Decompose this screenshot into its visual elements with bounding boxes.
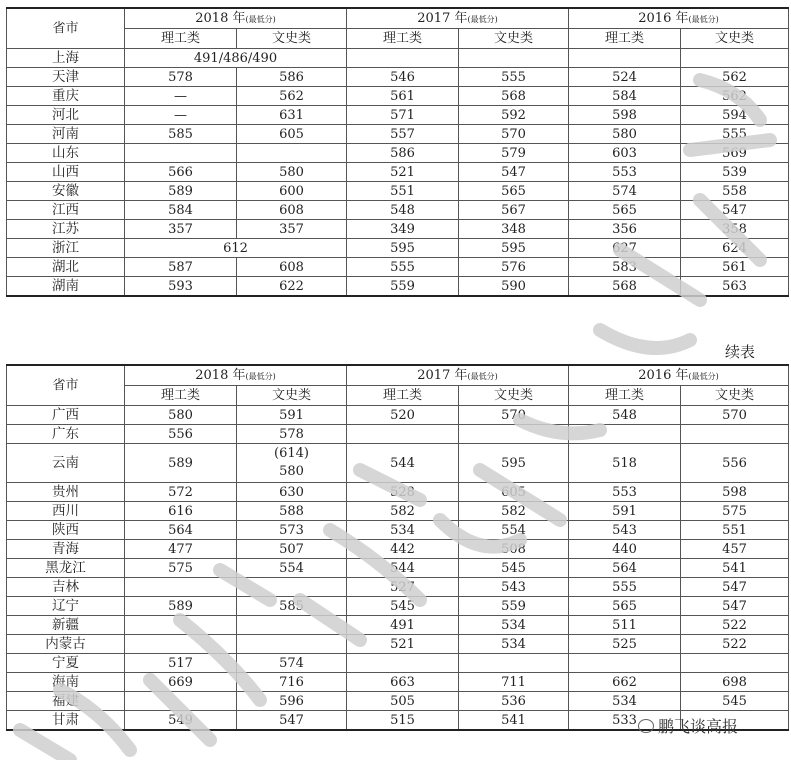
score-2017-arts: 568: [459, 87, 569, 106]
year-header: [347, 8, 569, 29]
score-2018-sci: 477: [125, 540, 237, 559]
year-header: [569, 8, 789, 29]
score-2017-arts: 570: [459, 406, 569, 425]
province-name: 西川: [7, 502, 125, 521]
score-2016-arts: 562: [681, 87, 789, 106]
score-2017-sci: 505: [347, 692, 459, 711]
score-2018-arts: 573: [237, 521, 347, 540]
table-row: [7, 106, 789, 125]
score-2016-sci: 584: [569, 87, 681, 106]
score-2018-arts: 600: [237, 182, 347, 201]
score-table-continued: [6, 364, 789, 731]
score-2016-sci: 591: [569, 502, 681, 521]
score-2017-sci: [347, 49, 459, 68]
table-row: [7, 220, 789, 239]
score-2016-sci: 534: [569, 692, 681, 711]
score-2017-sci: 582: [347, 502, 459, 521]
score-2017-sci: 544: [347, 444, 459, 483]
year-note: (最低分): [688, 14, 719, 24]
category-sci-header: 理工类: [347, 386, 459, 406]
score-2018-sci: 669: [125, 673, 237, 692]
province-name: 山东: [7, 144, 125, 163]
province-name: 湖南: [7, 277, 125, 297]
score-2016-sci: 543: [569, 521, 681, 540]
province-name: 安徽: [7, 182, 125, 201]
score-2018-arts: [237, 578, 347, 597]
score-2018-sci: 589: [125, 182, 237, 201]
table-row: [7, 277, 789, 297]
province-header: 省市: [7, 8, 125, 49]
category-sci-header: 理工类: [569, 386, 681, 406]
province-name: 甘肃: [7, 711, 125, 731]
province-name: 黑龙江: [7, 559, 125, 578]
score-2016-sci: 568: [569, 277, 681, 297]
score-2017-arts: [459, 49, 569, 68]
score-2018-sci: 589: [125, 444, 237, 483]
table-row: [7, 68, 789, 87]
table-row: [7, 692, 789, 711]
table-row: [7, 201, 789, 220]
table-row: [7, 144, 789, 163]
year-note: (最低分): [688, 371, 719, 381]
score-2018-arts: 631: [237, 106, 347, 125]
score-2016-arts: [681, 49, 789, 68]
score-2016-arts: [681, 654, 789, 673]
table-row: [7, 125, 789, 144]
header-row-categories: [7, 386, 789, 406]
year-header: [569, 365, 789, 386]
score-2018-arts: 608: [237, 201, 347, 220]
category-arts-header: 文史类: [681, 29, 789, 49]
table-row: [7, 521, 789, 540]
score-2017-sci: 557: [347, 125, 459, 144]
score-2018-arts: 605: [237, 125, 347, 144]
score-2017-sci: 528: [347, 483, 459, 502]
province-name: 贵州: [7, 483, 125, 502]
score-2018-arts: [237, 616, 347, 635]
table-row: [7, 578, 789, 597]
province-name: 海南: [7, 673, 125, 692]
score-2018-arts: 574: [237, 654, 347, 673]
score-2018-arts: [237, 144, 347, 163]
score-2018-sci: 584: [125, 201, 237, 220]
score-2017-arts: 554: [459, 521, 569, 540]
score-2017-arts: 543: [459, 578, 569, 597]
province-name: 新疆: [7, 616, 125, 635]
province-name: 上海: [7, 49, 125, 68]
score-2016-arts: [681, 425, 789, 444]
score-2018-sci: 566: [125, 163, 237, 182]
score-2017-arts: 570: [459, 125, 569, 144]
table-row: [7, 87, 789, 106]
score-2017-sci: 515: [347, 711, 459, 731]
score-2017-arts: 582: [459, 502, 569, 521]
score-2017-arts: 567: [459, 201, 569, 220]
score-2016-arts: 539: [681, 163, 789, 182]
score-2017-sci: 551: [347, 182, 459, 201]
score-2018-sci: 616: [125, 502, 237, 521]
score-2017-sci: 548: [347, 201, 459, 220]
year-note: (最低分): [467, 14, 498, 24]
score-2018-merged: 612: [125, 239, 347, 258]
score-2017-arts: 534: [459, 635, 569, 654]
score-2017-arts: 545: [459, 559, 569, 578]
score-2017-sci: 534: [347, 521, 459, 540]
category-sci-header: 理工类: [125, 29, 237, 49]
score-2016-arts: 547: [681, 201, 789, 220]
score-2018-sci: 556: [125, 425, 237, 444]
score-2017-arts: 536: [459, 692, 569, 711]
score-2016-sci: 553: [569, 483, 681, 502]
province-name: 广西: [7, 406, 125, 425]
score-2016-sci: 565: [569, 597, 681, 616]
score-2018-sci: [125, 635, 237, 654]
table-row: [7, 163, 789, 182]
score-2017-sci: 544: [347, 559, 459, 578]
score-2018-sci: 589: [125, 597, 237, 616]
score-2016-arts: 556: [681, 444, 789, 483]
province-name: 福建: [7, 692, 125, 711]
score-2018-sci: [125, 144, 237, 163]
score-2016-sci: 356: [569, 220, 681, 239]
province-name: 浙江: [7, 239, 125, 258]
province-name: 青海: [7, 540, 125, 559]
year-header: [347, 365, 569, 386]
wechat-icon: [638, 719, 654, 733]
table-row: [7, 559, 789, 578]
score-2016-sci: 662: [569, 673, 681, 692]
score-2017-sci: 561: [347, 87, 459, 106]
score-2018-arts: 630: [237, 483, 347, 502]
watermark-account-name: 鹏飞谈高报: [658, 717, 739, 736]
score-2018-sci: 575: [125, 559, 237, 578]
province-name: 宁夏: [7, 654, 125, 673]
province-name: 内蒙古: [7, 635, 125, 654]
category-sci-header: 理工类: [347, 29, 459, 49]
score-2016-sci: 511: [569, 616, 681, 635]
score-2016-arts: 598: [681, 483, 789, 502]
score-2016-arts: 698: [681, 673, 789, 692]
score-2018-arts: 591: [237, 406, 347, 425]
table-row: [7, 616, 789, 635]
score-2018-sci: 578: [125, 68, 237, 87]
score-2017-sci: 546: [347, 68, 459, 87]
score-2016-arts: 457: [681, 540, 789, 559]
score-2018-arts: 578: [237, 425, 347, 444]
score-2018-arts: 357: [237, 220, 347, 239]
table-row: [7, 444, 789, 483]
score-2016-arts: 551: [681, 521, 789, 540]
score-2016-arts: 569: [681, 144, 789, 163]
score-2017-arts: 595: [459, 444, 569, 483]
score-2016-arts: 561: [681, 258, 789, 277]
province-name: 天津: [7, 68, 125, 87]
score-2016-arts: 624: [681, 239, 789, 258]
header-row-categories: [7, 29, 789, 49]
score-2016-arts: 555: [681, 125, 789, 144]
province-name: 辽宁: [7, 597, 125, 616]
score-2017-arts: 579: [459, 144, 569, 163]
score-2017-sci: 349: [347, 220, 459, 239]
score-2017-sci: 545: [347, 597, 459, 616]
score-2018-arts: [237, 444, 347, 483]
score-2017-sci: [347, 425, 459, 444]
score-2017-sci: 442: [347, 540, 459, 559]
score-2016-sci: 598: [569, 106, 681, 125]
score-2016-arts: 358: [681, 220, 789, 239]
province-header: 省市: [7, 365, 125, 406]
score-2016-sci: 518: [569, 444, 681, 483]
score-2018-sci: 549: [125, 711, 237, 731]
score-2017-sci: 595: [347, 239, 459, 258]
year-note: (最低分): [467, 371, 498, 381]
score-2016-sci: 565: [569, 201, 681, 220]
score-2018-sci: 585: [125, 125, 237, 144]
score-2016-sci: 564: [569, 559, 681, 578]
score-2016-arts: 594: [681, 106, 789, 125]
score-2018-sci: 587: [125, 258, 237, 277]
province-name: 湖北: [7, 258, 125, 277]
province-name: 河北: [7, 106, 125, 125]
score-2018-arts: 562: [237, 87, 347, 106]
score-2016-sci: 524: [569, 68, 681, 87]
score-2017-arts: 555: [459, 68, 569, 87]
score-2016-arts: 547: [681, 578, 789, 597]
score-2016-sci: 603: [569, 144, 681, 163]
score-2017-sci: [347, 654, 459, 673]
category-arts-header: 文史类: [459, 386, 569, 406]
score-2016-arts: 522: [681, 616, 789, 635]
score-2018-arts-line2: 580: [279, 464, 304, 479]
continued-label: 续表: [724, 343, 755, 361]
score-2018-sci: 580: [125, 406, 237, 425]
score-2018-sci: [125, 692, 237, 711]
score-2017-arts: 348: [459, 220, 569, 239]
score-2016-arts: 563: [681, 277, 789, 297]
score-2017-sci: 571: [347, 106, 459, 125]
watermark-account: [638, 714, 738, 737]
province-name: 江苏: [7, 220, 125, 239]
score-2018-arts: 716: [237, 673, 347, 692]
score-2018-arts: 580: [237, 163, 347, 182]
table-row: [7, 182, 789, 201]
score-2016-arts: 558: [681, 182, 789, 201]
year-label: 2017 年: [417, 367, 468, 383]
province-name: 河南: [7, 125, 125, 144]
score-2017-sci: 555: [347, 258, 459, 277]
score-2017-arts: 595: [459, 239, 569, 258]
table-row: [7, 635, 789, 654]
score-2018-sci: —: [125, 87, 237, 106]
score-2017-arts: 711: [459, 673, 569, 692]
score-2018-arts: 596: [237, 692, 347, 711]
province-name: 陕西: [7, 521, 125, 540]
score-2016-arts: 570: [681, 406, 789, 425]
score-2018-sci: [125, 616, 237, 635]
score-2018-arts: 507: [237, 540, 347, 559]
score-2017-arts: 590: [459, 277, 569, 297]
province-name: 山西: [7, 163, 125, 182]
score-2017-arts: [459, 654, 569, 673]
table-row: [7, 597, 789, 616]
score-2016-sci: 548: [569, 406, 681, 425]
score-2017-arts: 541: [459, 711, 569, 731]
province-name: 重庆: [7, 87, 125, 106]
year-header: [125, 8, 347, 29]
score-2016-arts: 545: [681, 692, 789, 711]
year-label: 2018 年: [195, 10, 246, 26]
table-row: [7, 49, 789, 68]
score-2017-arts: 592: [459, 106, 569, 125]
table-row: [7, 654, 789, 673]
table-row: [7, 239, 789, 258]
score-2016-sci: 574: [569, 182, 681, 201]
year-header: [125, 365, 347, 386]
score-2016-arts: 575: [681, 502, 789, 521]
score-2017-arts: 559: [459, 597, 569, 616]
score-2016-sci: [569, 654, 681, 673]
score-2017-arts: 534: [459, 616, 569, 635]
score-2017-arts: [459, 425, 569, 444]
score-2017-sci: 491: [347, 616, 459, 635]
header-row-years: [7, 365, 789, 386]
year-label: 2018 年: [195, 367, 246, 383]
score-2016-sci: 583: [569, 258, 681, 277]
year-note: (最低分): [245, 371, 276, 381]
score-2017-sci: 663: [347, 673, 459, 692]
province-name: 江西: [7, 201, 125, 220]
year-label: 2016 年: [638, 10, 689, 26]
score-2018-merged: 491/486/490: [125, 49, 347, 68]
table-row: [7, 540, 789, 559]
score-2016-arts: 541: [681, 559, 789, 578]
score-2016-arts: 522: [681, 635, 789, 654]
score-2017-arts: 576: [459, 258, 569, 277]
table-row: [7, 502, 789, 521]
category-arts-header: 文史类: [681, 386, 789, 406]
table-row: [7, 258, 789, 277]
score-2018-arts: 547: [237, 711, 347, 731]
year-label: 2017 年: [417, 10, 468, 26]
score-2017-arts: 565: [459, 182, 569, 201]
category-arts-header: 文史类: [459, 29, 569, 49]
score-2018-sci: 572: [125, 483, 237, 502]
score-2017-sci: 559: [347, 277, 459, 297]
table-row: [7, 673, 789, 692]
score-2016-sci: 440: [569, 540, 681, 559]
score-2017-sci: 521: [347, 635, 459, 654]
score-2018-sci: 593: [125, 277, 237, 297]
score-2017-arts: 547: [459, 163, 569, 182]
category-arts-header: 文史类: [237, 29, 347, 49]
score-2018-arts: 588: [237, 502, 347, 521]
score-2016-sci: 533: [569, 711, 681, 731]
score-2016-sci: 627: [569, 239, 681, 258]
score-2016-arts: 547: [681, 597, 789, 616]
score-2017-sci: 527: [347, 578, 459, 597]
score-2018-sci: [125, 578, 237, 597]
score-2016-sci: 553: [569, 163, 681, 182]
score-2017-arts: 605: [459, 483, 569, 502]
year-note: (最低分): [245, 14, 276, 24]
score-2017-arts: 508: [459, 540, 569, 559]
score-2018-sci: 564: [125, 521, 237, 540]
score-2018-arts-line1: (614): [274, 446, 309, 461]
score-2018-arts: 622: [237, 277, 347, 297]
score-2016-arts: 562: [681, 68, 789, 87]
score-2017-sci: 586: [347, 144, 459, 163]
score-2018-sci: 517: [125, 654, 237, 673]
score-2018-sci: —: [125, 106, 237, 125]
score-2018-arts: 554: [237, 559, 347, 578]
category-sci-header: 理工类: [125, 386, 237, 406]
score-2016-sci: [569, 425, 681, 444]
score-2018-sci: 357: [125, 220, 237, 239]
category-arts-header: 文史类: [237, 386, 347, 406]
province-name: 云南: [7, 444, 125, 483]
score-2016-sci: [569, 49, 681, 68]
category-sci-header: 理工类: [569, 29, 681, 49]
score-2017-sci: 520: [347, 406, 459, 425]
table-row: [7, 406, 789, 425]
header-row-years: [7, 8, 789, 29]
score-2018-arts: 608: [237, 258, 347, 277]
score-2018-arts: [237, 635, 347, 654]
score-2017-sci: 521: [347, 163, 459, 182]
score-2016-sci: 580: [569, 125, 681, 144]
province-name: 吉林: [7, 578, 125, 597]
year-label: 2016 年: [638, 367, 689, 383]
score-2016-sci: 555: [569, 578, 681, 597]
score-table-main: [6, 7, 789, 297]
table-row: [7, 483, 789, 502]
table-row: [7, 425, 789, 444]
score-2018-arts: 585: [237, 597, 347, 616]
score-2018-arts: 586: [237, 68, 347, 87]
province-name: 广东: [7, 425, 125, 444]
score-2016-sci: 525: [569, 635, 681, 654]
